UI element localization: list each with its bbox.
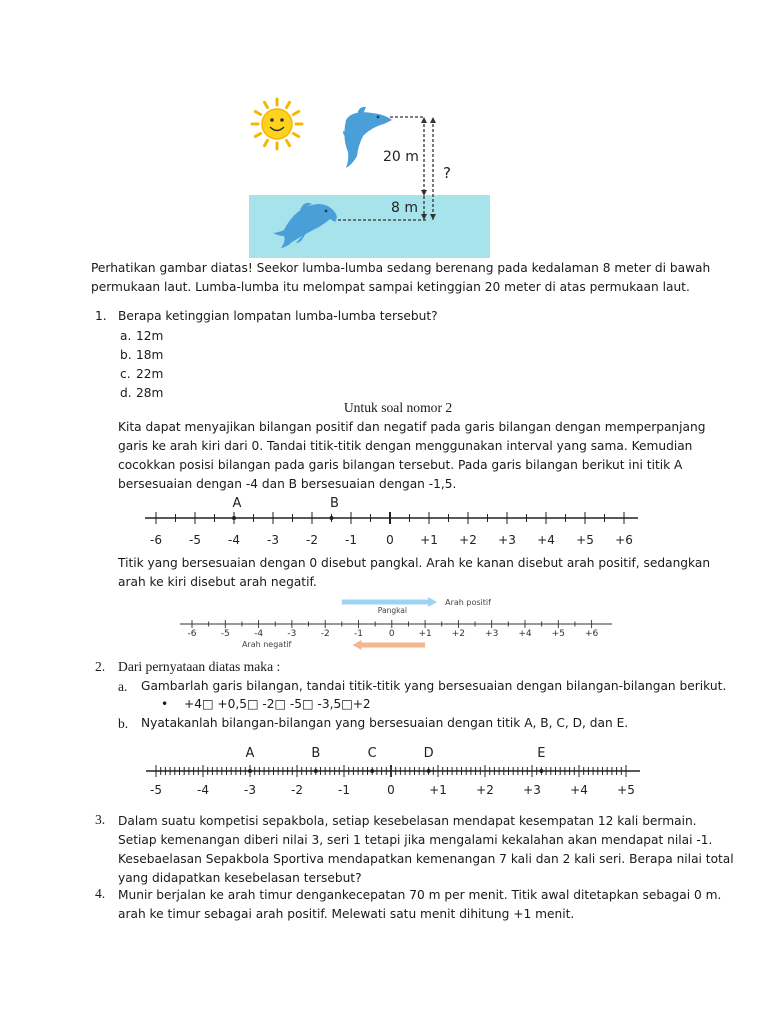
tick-label: -5 bbox=[220, 629, 230, 639]
tick-label: -4 bbox=[228, 533, 240, 547]
point-marker bbox=[539, 769, 543, 773]
tick-label: +3 bbox=[523, 783, 541, 797]
tick-label: -1 bbox=[345, 533, 357, 547]
origin-label: Pangkal bbox=[377, 606, 407, 615]
point-label: D bbox=[423, 746, 434, 761]
question-number: 3. bbox=[95, 812, 106, 827]
sun-ray bbox=[293, 112, 298, 115]
intro-line: permukaan laut. Lumba-lumba itu melompat sampai ketinggian 20 meter di atas permukaan laut. bbox=[91, 280, 690, 294]
question-4-text: Munir berjalan ke arah timur dengankecepatan 70 m per menit. Titik awal ditetapkan sebagai 0 m. arah ke timur sebagai arah positif. Melewati satu menit dihitung +1 menit. bbox=[118, 888, 722, 921]
dolphin-jump-illustration bbox=[0, 0, 768, 270]
section-heading: Untuk soal nomor 2 bbox=[343, 400, 453, 415]
positive-arrowhead bbox=[428, 597, 437, 607]
tick-label: +4 bbox=[570, 783, 588, 797]
tick-label: -2 bbox=[320, 629, 330, 639]
sun-ray bbox=[255, 134, 260, 137]
intro-paragraph bbox=[91, 259, 711, 297]
point-label: B bbox=[330, 496, 339, 511]
tick-label: -2 bbox=[306, 533, 318, 547]
tick-label: +5 bbox=[551, 629, 565, 639]
sun-ray bbox=[287, 140, 290, 145]
tick-label: -4 bbox=[254, 629, 264, 639]
number-line-directions bbox=[0, 592, 768, 654]
tick-label: +1 bbox=[429, 783, 447, 797]
tick-label: -1 bbox=[354, 629, 363, 639]
tick-label: +2 bbox=[451, 629, 466, 639]
tick-label: -5 bbox=[189, 533, 201, 547]
tick-label: 0 bbox=[387, 783, 395, 797]
tick-label: +3 bbox=[485, 629, 499, 639]
section2-paragraph-2: Titik yang bersesuaian dengan 0 disebut pangkal. Arah ke kanan disebut arah positif, sedangkan arah ke kiri disebut arah negatif. bbox=[118, 556, 711, 589]
option-b: b. 18m bbox=[120, 348, 164, 362]
number-line-ab bbox=[0, 490, 768, 550]
tick-label: -6 bbox=[150, 533, 162, 547]
point-marker bbox=[314, 769, 318, 773]
bullet-number-list: +4□ +0,5□ -2□ -5□ -3,5□+2 bbox=[184, 697, 371, 711]
question-3-text: Dalam suatu kompetisi sepakbola, setiap kesebelasan mendapat kesempatan 12 kali bermain. Setiap kemenangan diberi nilai 3, seri 1 tetapi jika mengalami kekalahan akan mendapat nilai -1. Kesebaelasan Sepakbola Sportiva mendapatkan kemenangan 7 kali dan 2 kali seri. Berapa nilai total yang didapatkan kesebelasan tersebut? bbox=[118, 814, 734, 885]
tick-label: +1 bbox=[420, 533, 438, 547]
tick-label: +2 bbox=[459, 533, 477, 547]
point-label: C bbox=[367, 746, 377, 761]
sun-ray bbox=[265, 140, 268, 145]
point-marker bbox=[370, 769, 374, 773]
dimension-label-20m: 20 m bbox=[383, 149, 419, 165]
tick-label: -3 bbox=[287, 629, 297, 639]
point-marker bbox=[427, 769, 431, 773]
sun-icon bbox=[252, 99, 302, 149]
positive-direction-label: Arah positif bbox=[445, 598, 491, 607]
point-marker bbox=[232, 516, 236, 520]
tick-label: -2 bbox=[291, 783, 303, 797]
question-number: 4. bbox=[95, 886, 106, 901]
sun-ray bbox=[255, 112, 260, 115]
tick-label: -6 bbox=[187, 629, 197, 639]
tick-label: +6 bbox=[615, 533, 633, 547]
tick-label: -1 bbox=[338, 783, 350, 797]
unknown-height-label: ? bbox=[443, 164, 451, 182]
point-marker bbox=[248, 769, 252, 773]
point-label: E bbox=[537, 746, 546, 761]
sun-ray bbox=[293, 134, 298, 137]
question-text: Dari pernyataan diatas maka : bbox=[118, 659, 281, 674]
subquestion-text: Nyatakanlah bilangan-bilangan yang bersesuaian dengan titik A, B, C, D, dan E. bbox=[141, 716, 629, 730]
section2-paragraph: Kita dapat menyajikan bilangan positif dan negatif pada garis bilangan dengan memperpanjang garis ke arah kiri dari 0. Tandai titik-titik dengan menggunakan interval yang sama. Kemudian cocokkan posisi bilangan pada garis bilangan tersebut. Pada garis bilangan berikut ini titik A bersesuaian dengan -4 dan B bersesuaian dengan -1,5. bbox=[118, 420, 706, 491]
option-a: a. 12m bbox=[120, 329, 164, 343]
negative-direction-label: Arah negatif bbox=[241, 640, 292, 649]
tick-label: +6 bbox=[584, 629, 599, 639]
tick-label: 0 bbox=[386, 533, 394, 547]
option-c: c. 22m bbox=[120, 367, 164, 381]
tick-label: -3 bbox=[267, 533, 279, 547]
tick-label: -5 bbox=[150, 783, 162, 797]
subquestion-letter: b. bbox=[118, 716, 129, 731]
point-marker bbox=[330, 516, 334, 520]
tick-label: +5 bbox=[617, 783, 635, 797]
sea-surface bbox=[249, 195, 490, 258]
question-text: Berapa ketinggian lompatan lumba-lumba tersebut? bbox=[118, 309, 438, 323]
sun-ray bbox=[265, 102, 268, 107]
point-label: A bbox=[245, 746, 255, 761]
tick-label: +4 bbox=[518, 629, 532, 639]
point-label: B bbox=[311, 746, 321, 761]
option-d: d. 28m bbox=[120, 386, 164, 400]
tick-label: +5 bbox=[576, 533, 594, 547]
tick-label: -3 bbox=[244, 783, 256, 797]
tick-label: -4 bbox=[197, 783, 209, 797]
question-number: 1. bbox=[95, 309, 107, 323]
question-number: 2. bbox=[95, 659, 106, 674]
bullet-dot: • bbox=[161, 697, 169, 711]
point-label: A bbox=[232, 496, 242, 511]
number-line-abcde bbox=[0, 738, 768, 804]
tick-label: +2 bbox=[476, 783, 494, 797]
dimension-label-8m: 8 m bbox=[391, 200, 418, 216]
sun-ray bbox=[287, 102, 290, 107]
intro-line: Perhatikan gambar diatas! Seekor lumba-lumba sedang berenang pada kedalaman 8 meter di bawah bbox=[91, 261, 711, 275]
tick-label: +4 bbox=[537, 533, 555, 547]
tick-label: +3 bbox=[498, 533, 516, 547]
tick-label: +1 bbox=[418, 629, 432, 639]
tick-label: 0 bbox=[388, 629, 395, 639]
subquestion-letter: a. bbox=[118, 679, 128, 694]
negative-arrowhead bbox=[353, 640, 362, 650]
answer-options bbox=[120, 327, 163, 403]
subquestion-text: Gambarlah garis bilangan, tandai titik-titik yang bersesuaian dengan bilangan-bilangan berikut. bbox=[141, 679, 727, 693]
